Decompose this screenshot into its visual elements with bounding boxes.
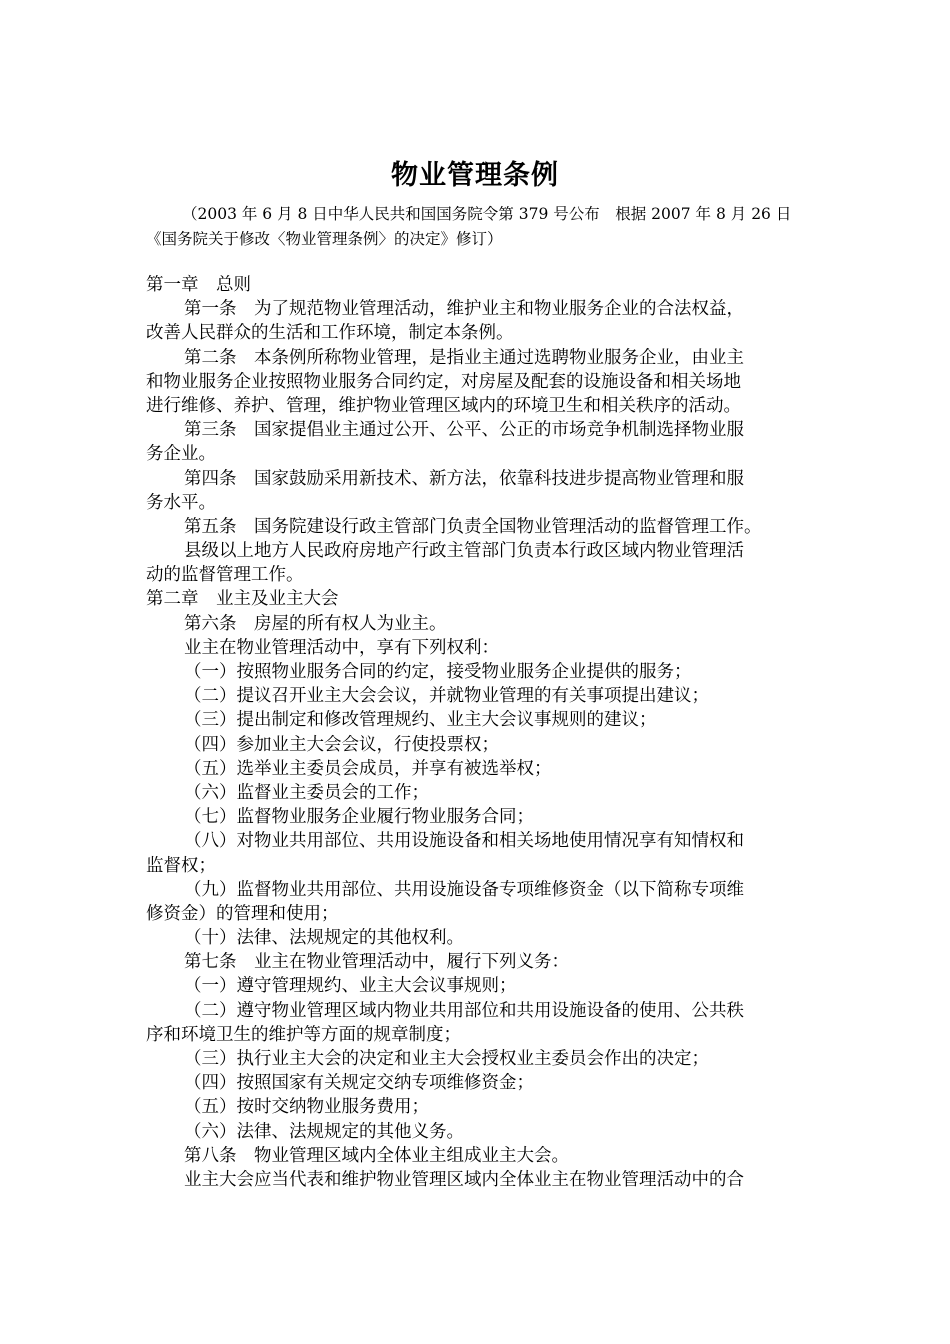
- document-body: [146, 273, 810, 1192]
- text-line: 业主在物业管理活动中，享有下列权利：: [184, 637, 499, 658]
- text-line: 第一章 总则: [146, 275, 251, 295]
- text-line: 第八条 物业管理区域内全体业主组成业主大会。: [184, 1145, 569, 1166]
- text-line: （一）按照物业服务合同的约定，接受物业服务企业提供的服务；: [184, 662, 692, 682]
- text-line: 进行维修、养护、管理，维护物业管理区域内的环境卫生和相关秩序的活动。: [146, 395, 741, 416]
- text-line: （九）监督物业共用部位、共用设施设备专项维修资金（以下简称专项维: [184, 879, 744, 900]
- text-line: （三）执行业主大会的决定和业主大会授权业主委员会作出的决定；: [184, 1049, 709, 1069]
- text-line: （一）遵守管理规约、业主大会议事规则；: [184, 976, 517, 997]
- text-line: （三）提出制定和修改管理规约、业主大会议事规则的建议；: [184, 710, 657, 731]
- text-line: 改善人民群众的生活和工作环境，制定本条例。: [146, 323, 514, 344]
- text-line: 第六条 房屋的所有权人为业主。: [184, 613, 447, 634]
- text-line: （八）对物业共用部位、共用设施设备和相关场地使用情况享有知情权和: [184, 831, 744, 852]
- text-line: （六）法律、法规规定的其他义务。: [184, 1121, 464, 1142]
- document-subtitle: [146, 202, 810, 252]
- text-line: 第四条 国家鼓励采用新技术、新方法，依靠科技进步提高物业管理和服: [184, 468, 744, 489]
- text-line: 和物业服务企业按照物业服务合同约定，对房屋及配套的设施设备和相关场地: [146, 371, 741, 392]
- text-line: 县级以上地方人民政府房地产行政主管部门负责本行政区域内物业管理活: [184, 541, 744, 562]
- text-line: （四）按照国家有关规定交纳专项维修资金；: [184, 1073, 534, 1094]
- text-line: 修资金）的管理和使用；: [146, 903, 339, 924]
- document-title: 物业管理条例: [391, 160, 559, 191]
- text-line: 第二条 本条例所称物业管理，是指业主通过选聘物业服务企业，由业主: [184, 347, 744, 368]
- subtitle-line: 《国务院关于修改〈物业管理条例〉的决定》修订）: [146, 230, 503, 248]
- text-line: 第二章 业主及业主大会: [146, 589, 339, 610]
- text-line: （五）按时交纳物业服务费用；: [184, 1097, 429, 1118]
- text-line: 务企业。: [146, 444, 216, 465]
- text-line: （二）遵守物业管理区域内物业共用部位和共用设施设备的使用、公共秩: [184, 1000, 744, 1021]
- text-line: （四）参加业主大会会议，行使投票权；: [184, 734, 499, 755]
- text-line: 第五条 国务院建设行政主管部门负责全国物业管理活动的监督管理工作。: [184, 516, 762, 537]
- text-line: 第七条 业主在物业管理活动中，履行下列义务：: [184, 952, 569, 973]
- text-line: 动的监督管理工作。: [146, 565, 304, 586]
- text-line: （六）监督业主委员会的工作；: [184, 782, 429, 803]
- text-line: （五）选举业主委员会成员，并享有被选举权；: [184, 758, 552, 779]
- text-line: 务水平。: [146, 492, 216, 513]
- text-line: 业主大会应当代表和维护物业管理区域内全体业主在物业管理活动中的合: [184, 1169, 744, 1190]
- text-line: 序和环境卫生的维护等方面的规章制度；: [146, 1024, 461, 1045]
- text-line: （二）提议召开业主大会会议，并就物业管理的有关事项提出建议；: [184, 686, 709, 707]
- subtitle-line: （2003 年 6 月 8 日中华人民共和国国务院令第 379 号公布 根据 2007 年 8 月 26 日: [182, 205, 792, 223]
- text-line: 监督权；: [146, 855, 216, 876]
- text-line: 第三条 国家提倡业主通过公开、公平、公正的市场竞争机制选择物业服: [184, 420, 744, 441]
- text-line: （十）法律、法规规定的其他权利。: [184, 928, 464, 949]
- text-line: 第一条 为了规范物业管理活动，维护业主和物业服务企业的合法权益，: [184, 299, 744, 320]
- text-line: （七）监督物业服务企业履行物业服务合同；: [184, 807, 534, 828]
